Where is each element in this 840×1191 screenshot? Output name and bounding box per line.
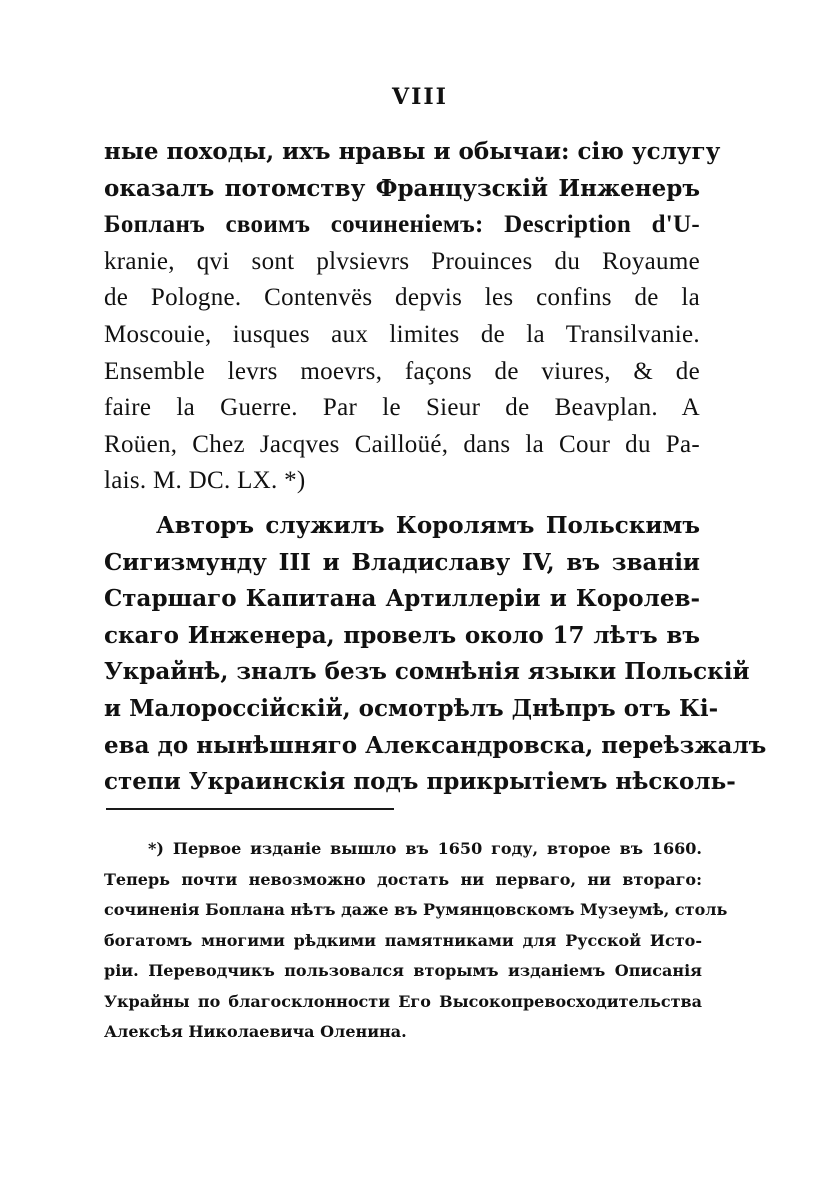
footnote-line: *) Первое изданіе вышло въ 1650 году, второе въ 1660. (148, 839, 702, 858)
main-text (104, 134, 767, 801)
text-line: степи Украинскія подъ прикрытіемъ нѣсколь- (104, 768, 736, 796)
page-number: VIII (392, 84, 448, 110)
text-line: Авторъ служилъ Королямъ Польскимъ (156, 511, 700, 539)
text-line: Старшаго Капитана Артиллеріи и Королев- (104, 585, 700, 613)
text-line: Украйнѣ, зналъ безъ сомнѣнія языки Польскій (104, 658, 750, 686)
text-line: kranie, qvi sont plvsievrs Prouinces du Royaume (104, 247, 700, 275)
text-line: оказалъ потомству Французскій Инженеръ (104, 174, 700, 202)
paragraph-2 (104, 508, 767, 801)
paragraph-1 (104, 134, 721, 500)
text-line: Сигизмунду III и Владиславу IV, въ званіи (104, 548, 700, 576)
text-line: и Малороссійскій, осмотрѣлъ Днѣпръ отъ Кі- (104, 694, 719, 722)
text-line: скаго Инженера, провелъ около 17 лѣтъ въ (104, 621, 700, 649)
footnote-line: сочиненія Боплана нѣтъ даже въ Румянцовскомъ Музеумѣ, столь (104, 900, 728, 919)
text-line: Бопланъ своимъ сочиненіемъ: Description d'U- (104, 211, 700, 239)
paragraph-gap (104, 500, 700, 508)
footnote-divider (106, 808, 394, 810)
text-line: ева до нынѣшняго Александровска, переѣзжалъ (104, 731, 767, 759)
text-line: faire la Guerre. Par le Sieur de Beavplan. A (104, 394, 700, 422)
text-line: Ensemble levrs moevrs, façons de viures, & de (104, 357, 700, 385)
footnote-line: Алексѣя Николаевича Оленина. (104, 1022, 407, 1041)
footnote (104, 834, 728, 1048)
text-line: lais. M. DC. LX. *) (104, 467, 306, 495)
text-line: de Pologne. Contenvës depvis les confins de la (104, 284, 700, 312)
text-line: ные походы, ихъ нравы и обычаи: сію услугу (104, 138, 721, 165)
footnote-line: богатомъ многими рѣдкими памятниками для Русской Исто- (104, 930, 702, 950)
footnote-line: Теперь почти невозможно достать ни перваго, ни втораго: (104, 869, 702, 889)
footnote-line: ріи. Переводчикъ пользовался вторымъ изданіемъ Описанія (104, 961, 702, 980)
footnote-line: Украйны по благосклонности Его Высокопревосходительства (104, 991, 702, 1011)
text-line: Roüen, Chez Jacqves Cailloüé, dans la Cour du Pa- (104, 430, 700, 458)
text-line: Moscouie, iusques aux limites de la Transilvanie. (104, 320, 700, 348)
